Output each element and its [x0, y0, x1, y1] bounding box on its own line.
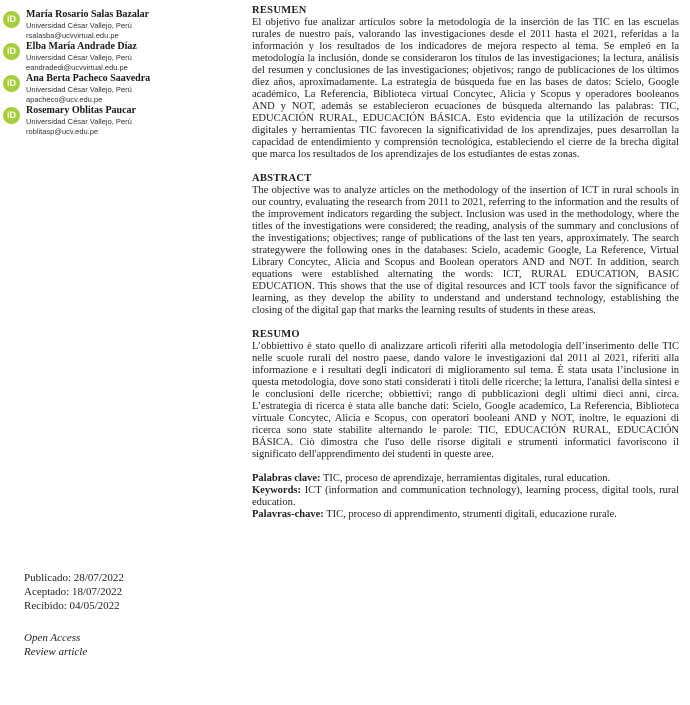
review-article-label: Review article: [24, 646, 88, 658]
abstract-heading: ABSTRACT: [252, 173, 312, 184]
author-name: María Rosario Salas Bazalar: [26, 9, 150, 20]
keywords-it-text: TIC, proceso di apprendimento, strumenti digitali, educazione rurale.: [326, 509, 617, 520]
keywords-es-text: TIC, proceso de aprendizaje, herramientas digitales, rural education.: [322, 473, 611, 484]
author-block: [0, 41, 238, 73]
article-type: [24, 631, 87, 659]
abstract-text: The objective was to analyze articles on the methodology of the insertion of ICT in rural schools in our country, evaluating the research from 2011 to 2021, referring to the information and the results of the improvement indicators regarding the subject. Inclusion was used in the methodology, where the titles of the investigations were considered; the reading, analysis of the summary and conclusions of the investigations; objectives; range of publications of the last ten years, approximately. The search strategywere the following ones in the databases: Scielo, academic Google, La Reference, Virtual Library Concytec, Alicia and Scopus and Boolean operators AND and NOT. In addition, search equations were established alternating the words: ICT, RURAL EDUCATION, BASIC EDUCATION. This shows that the use of digital resources and ICT tools favor the significance of learning, as they develop the ability to understand and understand technology, establishing the closing of the digital gap that marks the learning results of students in these areas.: [252, 185, 679, 316]
author-block: [0, 105, 238, 137]
open-access-label: Open Access: [24, 632, 81, 644]
author-email[interactable]: roblitasp@ucv.edu.pe: [26, 127, 99, 136]
orcid-icon[interactable]: iD: [3, 43, 20, 60]
orcid-icon[interactable]: iD: [3, 11, 20, 28]
published-date: Publicado: 28/07/2022: [24, 572, 124, 584]
author-column: [0, 0, 238, 137]
author-block: [0, 9, 238, 41]
author-affiliation: Universidad César Vallejo, Perú: [26, 53, 132, 62]
accepted-date: Aceptado: 18/07/2022: [24, 586, 123, 598]
orcid-icon[interactable]: iD: [3, 75, 20, 92]
keywords-en-label: Keywords:: [252, 485, 301, 496]
keywords-en-text: ICT (information and communication technology), learning process, digital tools, rural education.: [252, 485, 680, 508]
author-email[interactable]: eandradedi@ucvvirtual.edu.pe: [26, 63, 128, 72]
author-email[interactable]: rsalasba@ucvvirtual.edu.pe: [26, 31, 119, 40]
author-affiliation: Universidad César Vallejo, Perú: [26, 21, 132, 30]
author-name: Ana Berta Pacheco Saavedra: [26, 73, 151, 84]
resumo-heading: RESUMO: [252, 329, 300, 340]
keywords-it: [252, 509, 679, 521]
publication-dates: [24, 571, 124, 613]
resumen-text: El objetivo fue analizar artículos sobre la metodología de la inserción de las TIC en las escuelas rurales de nuestro país, valorando las investigaciones desde el 2011 hasta el 2021, referidas a la información y los resultados de los indicadores de mejora respecto al tema. Se empleó en la metodología la inclusión, donde se consideraron los títulos de las investigaciones; la lectura, análisis del resumen y conclusiones de las investigaciones; objetivos; rango de publicaciones de los últimos diez años, aproximadamente. La estrategia de búsqueda fue en las bases de datos: Scielo, Google académico, La Referencia, Biblioteca virtual Concytec, Alicia y Scopus y operadores booleanos AND y NOT, además se establecieron ecuaciones de búsqueda alternando las palabras: TIC, EDUCACIÓN RURAL, EDUCACIÓN BÁSICA. Esto evidencia que la utilización de recursos digitales y herramientas TIC favorecen la significatividad de los aprendizajes, pues desarrollan la capacidad de entendimiento y comprensión tecnológica, estableciendo el cierre de la brecha digital que marca los resultados de los aprendizajes de los estudiantes de estas zonas.: [252, 17, 679, 160]
orcid-icon[interactable]: iD: [3, 107, 20, 124]
author-affiliation: Universidad César Vallejo, Perú: [26, 85, 132, 94]
keywords-es: [252, 473, 679, 485]
resumo-text: L’obbiettivo è stato quello di analizzare articoli riferiti alla metodologia dell’inserimento delle TIC nelle scuole rurali del nostro paese, dando valore le investigazioni dal 2011 al 2021, riferiti alla informazione e i resultati degli indicatori di miglioramento sul tema. È stata usata l’inclusione in questa metodologia, dove sono stati considerati i titoli delle ricerche; la lettura, l'analisi della sintesi e le conclusioni delle ricerche; obbiettivi; rango di pubblicazioni degli ultimi dieci anni, circa. L’estrategia di ricerca è stata alle banche dati: Scielo, Google academico, La Referencia, Biblioteca virtuale Concytec, Alicia e Scopus, con operatori booleani AND y NOT, inoltre, le equazioni di ricerca sono state stabilite alternando le parole: TIC, EDUCACIÓN RURAL, EDUCACIÓN BÁSICA. Ciò dimostra che l'uso delle risorse digitali e strumenti informatici favoriscono il significato dell'apprendimento dei studenti in queste aree.: [252, 341, 679, 460]
resumen-heading: RESUMEN: [252, 5, 307, 16]
author-affiliation: Universidad César Vallejo, Perú: [26, 117, 132, 126]
author-block: [0, 73, 238, 105]
author-name: Rosemary Oblitas Paucar: [26, 105, 136, 116]
keywords-es-label: Palabras clave:: [252, 473, 321, 484]
received-date: Recibido: 04/05/2022: [24, 600, 120, 612]
keywords-it-label: Palavras-chave:: [252, 509, 324, 520]
author-name: Elba María Andrade Díaz: [26, 41, 137, 52]
keywords-en: [252, 485, 679, 509]
abstract-column: [252, 5, 679, 521]
author-email[interactable]: apacheco@ucv.edu.pe: [26, 95, 103, 104]
